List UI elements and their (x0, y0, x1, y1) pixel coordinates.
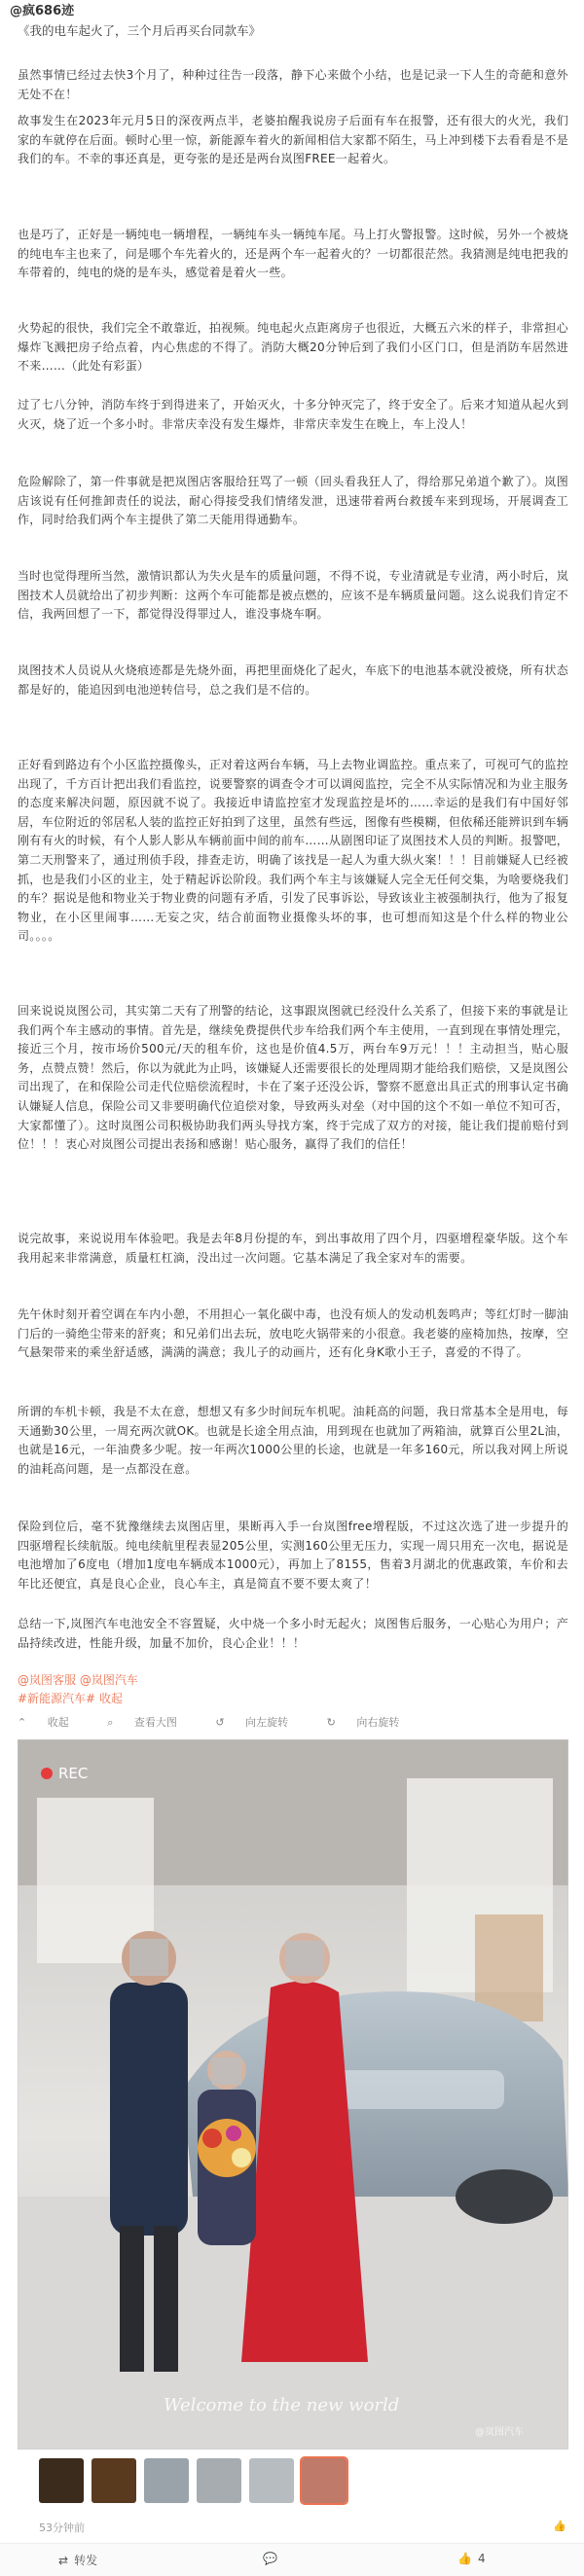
thumbnail-4[interactable] (197, 2458, 241, 2503)
rotate-right-action[interactable]: ↻ 向右旋转 (326, 1716, 400, 1729)
paragraph-9: 正好看到路边有个小区监控摄像头，正对着这两台车辆，马上去物业调监控。重点来了，可视可气的监控出现了，千方百计把出我们看监控，说要警察的调查令才可以调阅监控，完全不从实际情况和为业主服务的态度来解决问题，原因就不说了。我接近申请监控室才发现监控是坏的……幸运的是我们有中国好邻居，车位附近的邻居私人装的监控正好拍到了这里，虽然有些远，图像有些模糊，但依稀还能辨识到车辆刚有有火的时候，有个人影人影从车辆前面中间的前车……从剧图印证了岚图技术人员的判断。报警吧，第二天刑警来了，通过刑侦手段，排查走访，明确了该找是一起人为重大纵火案！！！目前嫌疑人已经被抓，也是我们小区的业主，处于精起诉讼阶段。我们两个车主与该嫌疑人完全无任何交集，为啥要烧我们的车？据说是他和物业关于物业费的问题有矛盾，引发了民事诉讼，导致该业主被强制执行，他为了报复物业，在小区里闹事……无妄之灾，结合前面物业摄像头坏的事，也可想而知这是个什么样的物业公司。。。。 (18, 758, 568, 944)
thumbnail-2[interactable] (91, 2458, 136, 2503)
paragraph-14: 保险到位后，毫不犹豫继续去岚图店里，果断再入手一台岚图free增程版，不过这次选了进一步提升的四驱增程长续航版。纯电续航里程表显205公里，实测160公里无压力，实现一周只用充一次电，据说是电池增加了6度电（增加1度电车辆成本1000元），再加上了8155，售着3月湖北的优惠政策，车价和去年比还便宜，真是良心企业，良心车主，真是简直不要不要太爽了！ (18, 1520, 568, 1591)
post-photo[interactable] (18, 1739, 568, 2450)
post-stats (553, 2520, 566, 2532)
magnify-icon: ⌕ (107, 1716, 117, 1729)
repost-icon: ⇄ (58, 2553, 69, 2567)
rotate-right-icon: ↻ (326, 1716, 340, 1729)
collapse-action[interactable]: ⌃ 收起 (18, 1716, 69, 1729)
paragraph-3: 也是巧了，正好是一辆纯电一辆增程，一辆纯车头一辆纯车尾。马上打火警报警。这时候，另外一个被烧的纯电车主也来了，问是哪个车先着火的，还是两个车一起着火的？一切都很茫然。我猜测是纯电把我的车带着的，纯电的烧的是车头，感觉着是着火一些。 (18, 228, 568, 280)
hashtag-nev[interactable]: #新能源汽车# (18, 1692, 96, 1705)
collapse-icon: ⌃ (18, 1716, 30, 1729)
comment-icon: 💬 (263, 2552, 277, 2565)
collapse-link[interactable]: 收起 (98, 1692, 123, 1705)
author-handle[interactable]: @疯686迹 (10, 4, 75, 18)
thumbnail-6[interactable] (302, 2458, 347, 2503)
paragraph-13: 所谓的车机卡顿，我是不太在意，想想又有多少时间玩车机呢。油耗高的问题，我日常基本全是用电，每天通勤30公里，一周充两次就OK。也就是长途全用点油，用到现在也就加了两箱油，就算百公里2L油，也就是16元，一年油费多少呢。按一年两次1000公里的长途，也就是一年多160元，所以我对网上所说的油耗高问题，是一点都没在意。 (18, 1405, 568, 1476)
paragraph-4: 火势起的很快，我们完全不敢靠近，拍视频。纯电起火点距离房子也很近，大概五六米的样子，非常担心爆炸飞溅把房子给点着，内心焦虑的不得了。消防大概20分钟后到了我们小区门口，但是消防车居然进不来……（此处有彩蛋） (18, 321, 568, 374)
mentions-block (18, 1671, 563, 1708)
paragraph-1: 虽然事情已经过去快3个月了，种种过往告一段落，静下心来做个小结，也是记录一下人生的奇葩和意外无处不在！ (18, 68, 568, 101)
rotate-left-icon: ↺ (215, 1716, 229, 1729)
thumbs-up-icon: 👍 (457, 2552, 472, 2565)
like-icon[interactable]: 👍 (553, 2520, 566, 2532)
mention-customer-service[interactable]: @岚图客服 (18, 1673, 77, 1687)
repost-button[interactable]: ⇄ 转发 (58, 2553, 98, 2567)
paragraph-10: 回来说说岚图公司，其实第二天有了刑警的结论，这事跟岚图就已经没什么关系了，但接下来的事就是让我们两个车主感动的事情。首先是，继续免费提供代步车给我们两个车主使用，一直到现在事情处理完，接近三个月，按市场价500元/天的租车价，这也是价值4.5万，两台车9万元！！！主动担当，贴心服务，点赞点赞！然后，你以为就此为止吗，该嫌疑人还需要很长的处理周期才能给我们赔偿，又是岚图公司出现了，在和保险公司走代位赔偿流程时，卡在了案子还没公诉，警察不愿意出具正式的刑事认定书确认嫌疑人信息，保险公司又非要明确代位追偿对象，导致两头对垒（对中国的这个不如一单位不知可否，大家都懂了）。这时岚图公司积极协助我们两头导找方案，终于完成了双方的对接，能让我们提前赔付到位！！！衷心对岚图公司提出表扬和感谢！贴心服务，赢得了我们的信任！ (18, 1004, 568, 1152)
rec-text: REC (58, 1765, 89, 1782)
rotate-left-action[interactable]: ↺ 向左旋转 (215, 1716, 289, 1729)
thumbnail-1[interactable] (39, 2458, 84, 2503)
mention-brand[interactable]: @岚图汽车 (79, 1673, 138, 1687)
photo-illustration (18, 1739, 568, 2450)
post-time: 53分钟前 (39, 2522, 85, 2534)
like-button[interactable]: 👍 4 (457, 2552, 486, 2565)
paragraph-7: 当时也觉得理所当然，激情识都认为失火是车的质量问题，不得不说，专业清就是专业清，两小时后，岚图技术人员就给出了初步判断：这两个车可能都是被点燃的，应该不是车辆质量问题。这么说我们肯定不信，我两回想了一下，都觉得没得罪过人，谁没事烧车啊。 (18, 569, 568, 622)
paragraph-6: 危险解除了，第一件事就是把岚图店客服给狂骂了一顿（回头看我狂人了，得给那兄弟道个歉了）。岚图店该说有任何推卸责任的说法，耐心得接受我们情绪发泄，迅速带着两台救援车来到现场，开展调查工作，同时给我们两个车主提供了第二天能用得通勤车。 (18, 475, 568, 527)
thumbnail-3[interactable] (144, 2458, 189, 2503)
welcome-text: Welcome to the new world (164, 2395, 400, 2415)
image-action-row (18, 1714, 434, 1730)
paragraph-8: 岚图技术人员说从火烧痕迹都是先烧外面，再把里面烧化了起火，车底下的电池基本就没被烧，所有状态都是好的，能追因到电池逆转信号，总之我们是不信的。 (18, 663, 568, 697)
thumbnail-5[interactable] (249, 2458, 294, 2503)
post-title: 《我的电车起火了，三个月后再买台同款车》 (18, 23, 262, 38)
paragraph-2: 故事发生在2023年元月5日的深夜两点半，老婆拍醒我说房子后面有车在报警，还有很大的火光，我们家的车就停在后面。顿时心里一惊，新能源车着火的新闻相信大家都不陌生，马上冲到楼下去看看是不是我们的车。不幸的事还真是，更夸张的是还是两台岚图FREE一起着火。 (18, 114, 568, 166)
paragraph-12: 先午休时刻开着空调在车内小憩，不用担心一氧化碳中毒，也没有烦人的发动机轰鸣声；等红灯时一脚油门后的一骑绝尘带来的舒爽；和兄弟们出去玩，放电吃火锅带来的小很意。我老婆的座椅加热，按摩，空气悬架带来的乘坐舒适感，满满的满意；我儿子的动画片，还有化身K歌小王子，喜爱的不得了。 (18, 1307, 568, 1360)
view-large-action[interactable]: ⌕ 查看大图 (107, 1716, 177, 1729)
paragraph-11: 说完故事，来说说用车体验吧。我是去年8月份提的车，到出事故用了四个月，四驱增程豪华版。这个车我用起来非常满意，质量杠杠滴，没出过一次问题。它基本满足了我全家对车的需要。 (18, 1232, 568, 1265)
post-header (10, 0, 555, 18)
photo-watermark: @岚图汽车 (475, 2427, 524, 2438)
action-bar (0, 2543, 584, 2576)
comment-button[interactable] (263, 2552, 277, 2565)
paragraph-15: 总结一下,岚图汽车电池安全不容置疑，火中烧一个多小时无起火；岚图售后服务，一心贴心为用户；产品持续改进，性能升级，加量不加价，良心企业！！！ (18, 1617, 568, 1650)
paragraph-5: 过了七八分钟，消防车终于到得进来了，开始灭火，十多分钟灭完了，终于安全了。后来才知道从起火到火灭，烧了近一个多小时。非常庆幸没有发生爆炸，非常庆幸发生在晚上，车上没人！ (18, 398, 568, 431)
